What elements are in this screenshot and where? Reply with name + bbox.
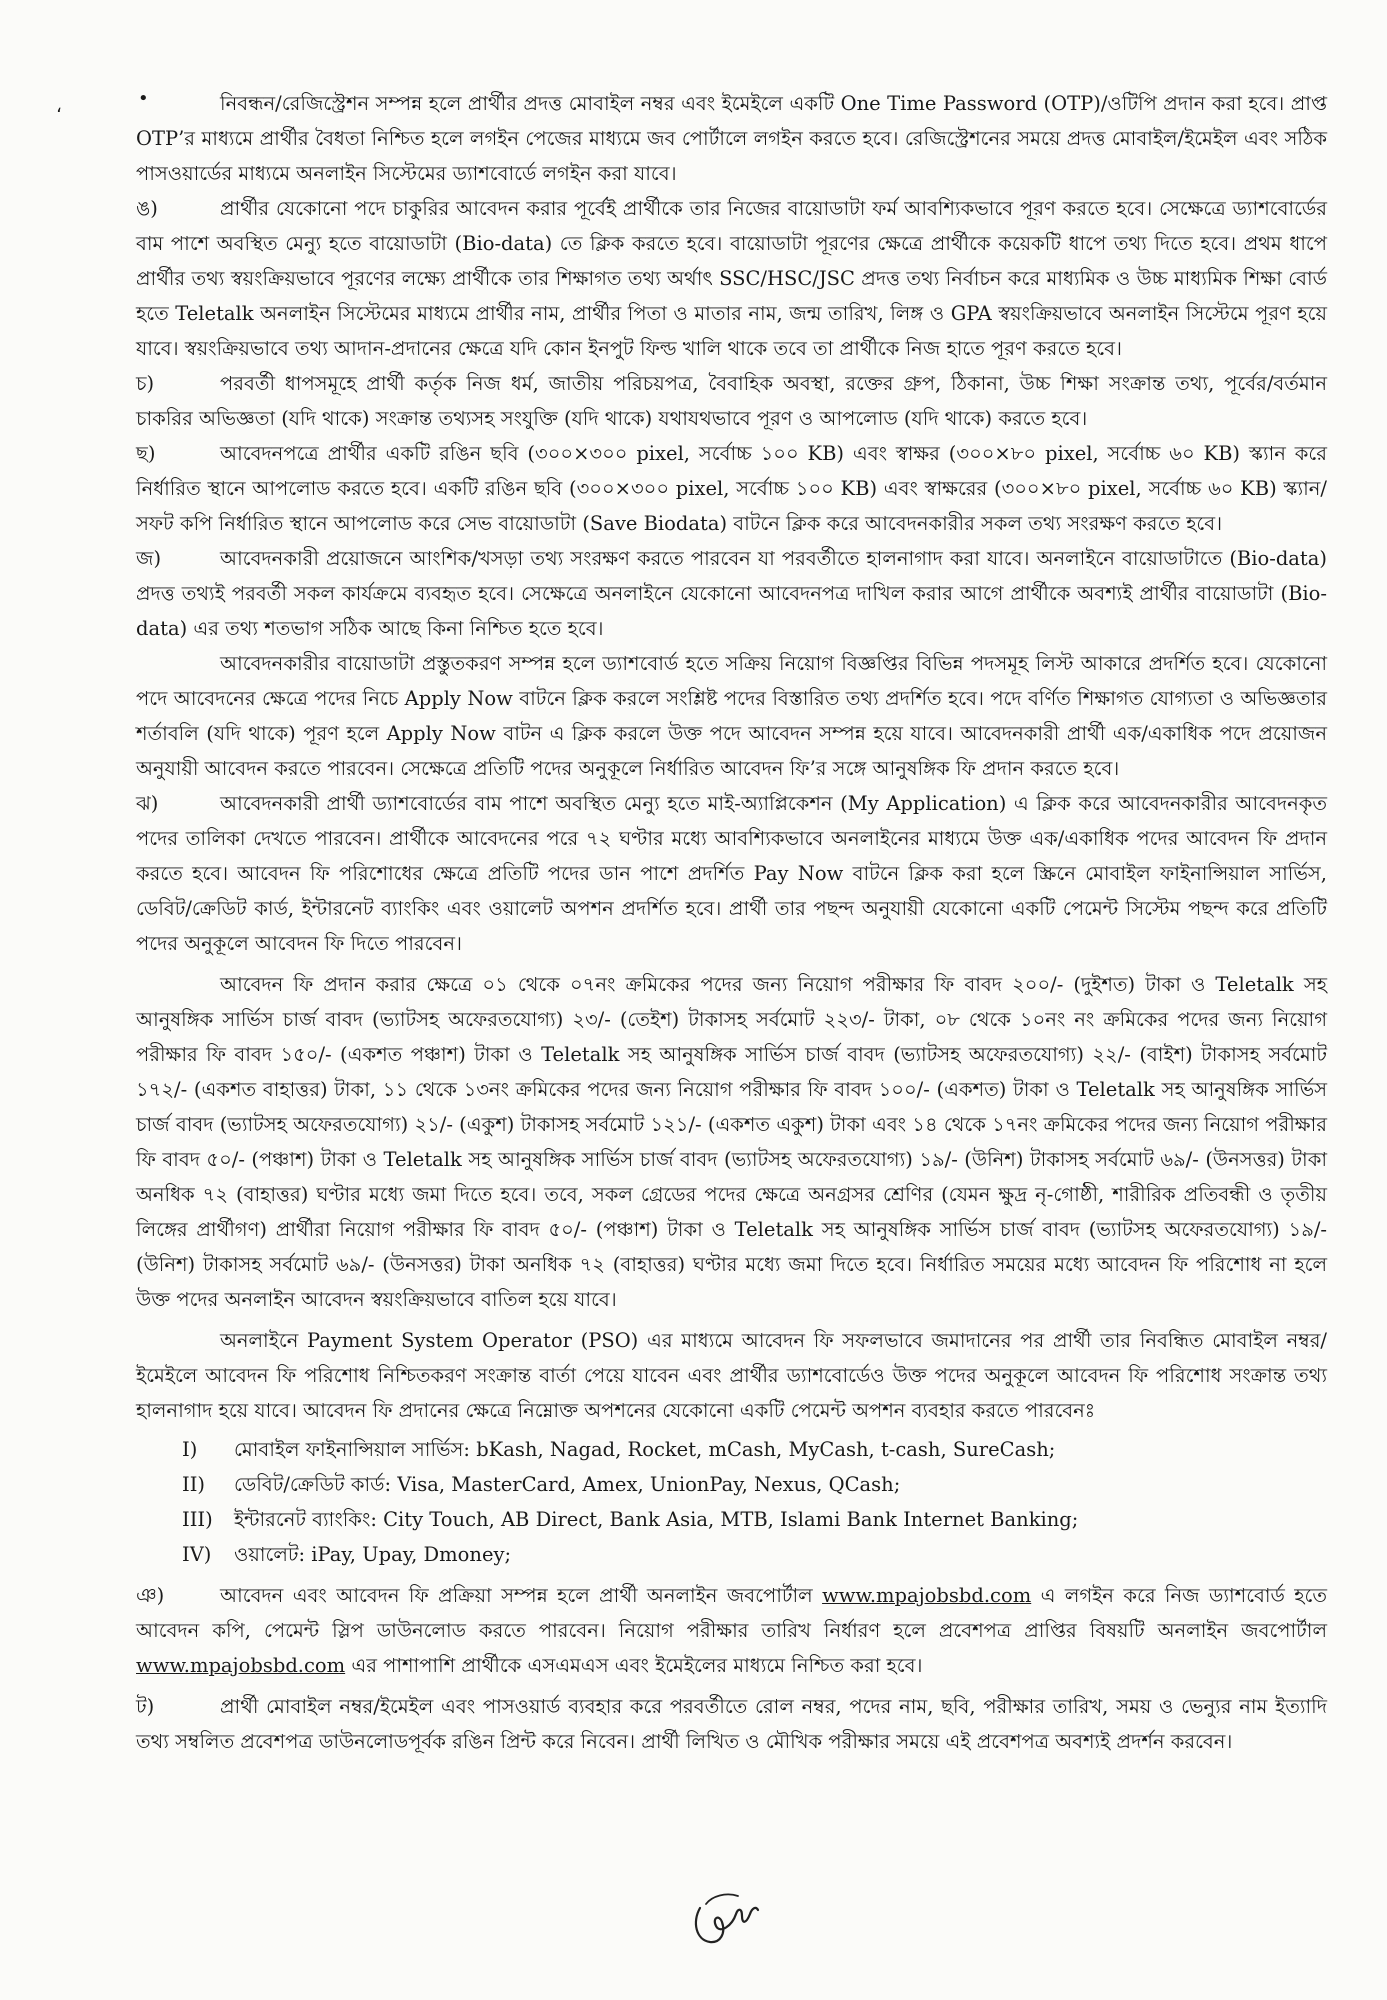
section-next-steps bbox=[136, 366, 1327, 436]
bullet-mark: • bbox=[138, 88, 149, 109]
payment-options-list bbox=[182, 1432, 1327, 1572]
section-pso: অনলাইনে Payment System Operator (PSO) এর মাধ্যমে আবেদন ফি সফলভাবে জমাদানের পর প্রার্থী তার নিবন্ধিত মোবাইল নম্বর/ইমেইলে আবেদন ফি পরিশোধ নিশ্চিতকরণ সংক্রান্ত বার্তা পেয়ে যাবেন এবং প্রার্থীর ড্যাশবোর্ডেও উক্ত পদের অনুকূলে আবেদন ফি পরিশোধ সংক্রান্ত তথ্য হালনাগাদ হয়ে যাবে। আবেদন ফি প্রদানের ক্ষেত্রে নিম্নোক্ত অপশনের যেকোনো একটি পেমেন্ট অপশন ব্যবহার করতে পারবেনঃ bbox=[136, 1329, 1327, 1422]
section-photo-signature bbox=[136, 436, 1327, 541]
section-text: এ লগইন করে নিজ ড্যাশবোর্ড হতে আবেদন কপি, পেমেন্ট স্লিপ ডাউনলোড করতে পারবেন। নিয়োগ পরীক্ষার তারিখ নির্ধারণ হলে প্রবেশপত্র প্রাপ্তির বিষয়টি অনলাইন জবপোর্টাল bbox=[136, 1584, 1328, 1642]
list-item-number: II) bbox=[182, 1473, 206, 1496]
section-my-application bbox=[136, 786, 1327, 961]
section-label: ঝ) bbox=[136, 792, 159, 815]
section-label: ঙ) bbox=[136, 197, 158, 220]
jobportal-link[interactable]: www.mpajobsbd.com bbox=[822, 1584, 1032, 1607]
section-text: প্রার্থীর যেকোনো পদে চাকুরির আবেদন করার পূর্বেই প্রার্থীকে তার নিজের বায়োডাটা ফর্ম আবশ্যিকভাবে পূরণ করতে হবে। সেক্ষেত্রে ড্যাশবোর্ডের বাম পাশে অবস্থিত মেন্যু হতে বায়োডাটা (Bio-data) তে ক্লিক করতে হবে। বায়োডাটা পূরণের ক্ষেত্রে প্রার্থীকে কয়েকটি ধাপে তথ্য দিতে হবে। প্রথম ধাপে প্রার্থীর তথ্য স্বয়ংক্রিয়ভাবে পূরণের লক্ষ্যে প্রার্থীকে তার শিক্ষাগত তথ্য অর্থাৎ SSC/HSC/JSC প্রদত্ত তথ্য নির্বাচন করে মাধ্যমিক ও উচ্চ মাধ্যমিক শিক্ষা বোর্ড হতে Teletalk অনলাইন সিস্টেমের মাধ্যমে প্রার্থীর নাম, প্রার্থীর পিতা ও মাতার নাম, জন্ম তারিখ, লিঙ্গ ও GPA স্বয়ংক্রিয়ভাবে অনলাইন সিস্টেমে পূরণ হয়ে যাবে। স্বয়ংক্রিয়ভাবে তথ্য আদান-প্রদানের ক্ষেত্রে যদি কোন ইনপুট ফিল্ড খালি থাকে তবে তা প্রার্থীকে নিজ হাতে পূরণ করতে হবে। bbox=[136, 197, 1327, 360]
section-text: আবেদনপত্রে প্রার্থীর একটি রঙিন ছবি (৩০০×৩০০ pixel, সর্বোচ্চ ১০০ KB) এবং স্বাক্ষর (৩০০×৮০ pixel, সর্বোচ্চ ৬০ KB) স্ক্যান করে নির্ধারিত স্থানে আপলোড করতে হবে। একটি রঙিন ছবি (৩০০×৩০০ pixel, সর্বোচ্চ ১০০ KB) এবং স্বাক্ষরের (৩০০×৮০ pixel, সর্বোচ্চ ৬০ KB) স্ক্যান/সফট কপি নির্ধারিত স্থানে আপলোড করে সেভ বায়োডাটা (Save Biodata) বাটনে ক্লিক করে আবেদনকারীর সকল তথ্য সংরক্ষণ করতে হবে। bbox=[136, 442, 1327, 535]
list-item-number: I) bbox=[182, 1438, 198, 1461]
section-text: আবেদনকারী প্রার্থী ড্যাশবোর্ডের বাম পাশে অবস্থিত মেন্যু হতে মাই-অ্যাপ্লিকেশন (My Application) এ ক্লিক করে আবেদনকারীর আবেদনকৃত পদের তালিকা দেখতে পারবেন। প্রার্থীকে আবেদনের পরে ৭২ ঘণ্টার মধ্যে আবশ্যিকভাবে অনলাইনের মাধ্যমে উক্ত এক/একাধিক পদের আবেদন ফি প্রদান করতে হবে। আবেদন ফি পরিশোধের ক্ষেত্রে প্রতিটি পদের ডান পাশে প্রদর্শিত Pay Now বাটনে ক্লিক করা হলে স্ক্রিনে মোবাইল ফাইনান্সিয়াল সার্ভিস, ডেবিট/ক্রেডিট কার্ড, ইন্টারনেট ব্যাংকিং এবং ওয়ালেট অপশন প্রদর্শিত হবে। প্রার্থী তার পছন্দ অনুযায়ী যেকোনো একটি পেমেন্ট সিস্টেম পছন্দ করে প্রতিটি পদের অনুকূলে আবেদন ফি দিতে পারবেন। bbox=[136, 792, 1327, 955]
section-label: ঞ) bbox=[136, 1584, 165, 1607]
section-label: ছ) bbox=[136, 442, 156, 465]
section-text: পরবর্তী ধাপসমূহে প্রার্থী কর্তৃক নিজ ধর্ম, জাতীয় পরিচয়পত্র, বৈবাহিক অবস্থা, রক্তের গ্রুপ, ঠিকানা, উচ্চ শিক্ষা সংক্রান্ত তথ্য, পূর্বের/বর্তমান চাকরির অভিজ্ঞতা (যদি থাকে) সংক্রান্ত তথ্যসহ সংযুক্তি (যদি থাকে) যথাযথভাবে পূরণ ও আপলোড (যদি থাকে) করতে হবে। bbox=[136, 372, 1327, 430]
list-item bbox=[182, 1537, 1327, 1572]
list-item-number: IV) bbox=[182, 1543, 212, 1566]
section-text: এর পাশাপাশি প্রার্থীকে এসএমএস এবং ইমেইলের মাধ্যমে নিশ্চিত করা হবে। bbox=[345, 1654, 923, 1677]
section-label: চ) bbox=[136, 372, 155, 395]
signature-mark bbox=[686, 1878, 762, 1948]
stray-mark: ، bbox=[56, 96, 62, 117]
section-label: জ) bbox=[136, 547, 162, 570]
list-item-text: ইন্টারনেট ব্যাংকিং: City Touch, AB Direct, Bank Asia, MTB, Islami Bank Internet Banking; bbox=[234, 1508, 1079, 1531]
otp-paragraph: নিবন্ধন/রেজিস্ট্রেশন সম্পন্ন হলে প্রার্থীর প্রদত্ত মোবাইল নম্বর এবং ইমেইলে একটি One Time Password (OTP)/ওটিপি প্রদান করা হবে। প্রাপ্ত OTP’র মাধ্যমে প্রার্থীর বৈধতা নিশ্চিত হলে লগইন পেজের মাধ্যমে জব পোর্টালে লগইন করতে হবে। রেজিস্ট্রেশনের সময়ে প্রদত্ত মোবাইল/ইমেইল এবং সঠিক পাসওয়ার্ডের মাধ্যমে অনলাইন সিস্টেমের ড্যাশবোর্ডে লগইন করা যাবে। bbox=[136, 92, 1327, 185]
section-admit-card bbox=[136, 1689, 1327, 1759]
list-item-text: ডেবিট/ক্রেডিট কার্ড: Visa, MasterCard, Amex, UnionPay, Nexus, QCash; bbox=[234, 1473, 901, 1496]
section-fee-details: আবেদন ফি প্রদান করার ক্ষেত্রে ০১ থেকে ০৭নং ক্রমিকের পদের জন্য নিয়োগ পরীক্ষার ফি বাবদ ২০০/- (দুইশত) টাকা ও Teletalk সহ আনুষঙ্গিক সার্ভিস চার্জ বাবদ (ভ্যাটসহ অফেরতযোগ্য) ২৩/- (তেইশ) টাকাসহ সর্বমোট ২২৩/- টাকা, ০৮ থেকে ১০নং নং ক্রমিকের পদের জন্য নিয়োগ পরীক্ষার ফি বাবদ ১৫০/- (একশত পঞ্চাশ) টাকা ও Teletalk সহ আনুষঙ্গিক সার্ভিস চার্জ বাবদ (ভ্যাটসহ অফেরতযোগ্য) ২২/- (বাইশ) টাকাসহ সর্বমোট ১৭২/- (একশত বাহাত্তর) টাকা, ১১ থেকে ১৩নং ক্রমিকের পদের জন্য নিয়োগ পরীক্ষার ফি বাবদ ১০০/- (একশত) টাকা ও Teletalk সহ আনুষঙ্গিক সার্ভিস চার্জ বাবদ (ভ্যাটসহ অফেরতযোগ্য) ২১/- (একুশ) টাকাসহ সর্বমোট ১২১/- (একশত একুশ) টাকা এবং ১৪ থেকে ১৭নং ক্রমিকের পদের জন্য নিয়োগ পরীক্ষার ফি বাবদ ৫০/- (পঞ্চাশ) টাকা ও Teletalk সহ আনুষঙ্গিক সার্ভিস চার্জ বাবদ (ভ্যাটসহ অফেরতযোগ্য) ১৯/- (উনিশ) টাকাসহ সর্বমোট ৬৯/- (উনসত্তর) টাকা অনধিক ৭২ (বাহাত্তর) ঘণ্টার মধ্যে জমা দিতে হবে। তবে, সকল গ্রেডের পদের ক্ষেত্রে অনগ্রসর শ্রেণির (যেমন ক্ষুদ্র নৃ-গোষ্ঠী, শারীরিক প্রতিবন্ধী ও তৃতীয় লিঙ্গের প্রার্থীগণ) প্রার্থীরা নিয়োগ পরীক্ষার ফি বাবদ ৫০/- (পঞ্চাশ) টাকা ও Teletalk সহ আনুষঙ্গিক সার্ভিস চার্জ বাবদ (ভ্যাটসহ অফেরতযোগ্য) ১৯/- (উনিশ) টাকাসহ সর্বমোট ৬৯/- (উনসত্তর) টাকা অনধিক ৭২ (বাহাত্তর) ঘণ্টার মধ্যে জমা দিতে হবে। নির্ধারিত সময়ের মধ্যে আবেদন ফি পরিশোধ না হলে উক্ত পদের অনলাইন আবেদন স্বয়ংক্রিয়ভাবে বাতিল হয়ে যাবে। bbox=[136, 973, 1327, 1311]
section-apply-now: আবেদনকারীর বায়োডাটা প্রস্তুতকরণ সম্পন্ন হলে ড্যাশবোর্ড হতে সক্রিয় নিয়োগ বিজ্ঞপ্তির বিভিন্ন পদসমূহ লিস্ট আকারে প্রদর্শিত হবে। যেকোনো পদে আবেদনের ক্ষেত্রে পদের নিচে Apply Now বাটনে ক্লিক করলে সংশ্লিষ্ট পদের বিস্তারিত তথ্য প্রদর্শিত হবে। পদে বর্ণিত শিক্ষাগত যোগ্যতা ও অভিজ্ঞতার শর্তাবলি (যদি থাকে) পূরণ হলে Apply Now বাটন এ ক্লিক করলে উক্ত পদে আবেদন সম্পন্ন হয়ে যাবে। আবেদনকারী প্রার্থী এক/একাধিক পদে প্রয়োজন অনুযায়ী আবেদন করতে পারবেন। সেক্ষেত্রে প্রতিটি পদের অনুকূলে নির্ধারিত আবেদন ফি’র সঙ্গে আনুষঙ্গিক ফি প্রদান করতে হবে। bbox=[136, 652, 1327, 780]
section-text: আবেদন এবং আবেদন ফি প্রক্রিয়া সম্পন্ন হলে প্রার্থী অনলাইন জবপোর্টাল bbox=[220, 1584, 823, 1607]
list-item bbox=[182, 1502, 1327, 1537]
section-draft-save bbox=[136, 541, 1327, 646]
list-item-text: মোবাইল ফাইনান্সিয়াল সার্ভিস: bKash, Nagad, Rocket, mCash, MyCash, t-cash, SureCash; bbox=[234, 1438, 1056, 1461]
list-item bbox=[182, 1467, 1327, 1502]
section-text: প্রার্থী মোবাইল নম্বর/ইমেইল এবং পাসওয়ার্ড ব্যবহার করে পরবর্তীতে রোল নম্বর, পদের নাম, ছবি, পরীক্ষার তারিখ, সময় ও ভেন্যুর নাম ইত্যাদি তথ্য সম্বলিত প্রবেশপত্র ডাউনলোডপূর্বক রঙিন প্রিন্ট করে নিবেন। প্রার্থী লিখিত ও মৌখিক পরীক্ষার সময়ে এই প্রবেশপত্র অবশ্যই প্রদর্শন করবেন। bbox=[136, 1695, 1327, 1753]
section-admit-download bbox=[136, 1578, 1327, 1683]
list-item bbox=[182, 1432, 1327, 1467]
section-text: আবেদনকারী প্রয়োজনে আংশিক/খসড়া তথ্য সংরক্ষণ করতে পারবেন যা পরবর্তীতে হালনাগাদ করা যাবে। অনলাইনে বায়োডাটাতে (Bio-data) প্রদত্ত তথ্যই পরবর্তী সকল কার্যক্রমে ব্যবহৃত হবে। সেক্ষেত্রে অনলাইনে যেকোনো আবেদনপত্র দাখিল করার আগে প্রার্থীকে অবশ্যই প্রার্থীর বায়োডাটা (Bio-data) এর তথ্য শতভাগ সঠিক আছে কিনা নিশ্চিত হতে হবে। bbox=[136, 547, 1327, 640]
section-biodata bbox=[136, 191, 1327, 366]
list-item-text: ওয়ালেট: iPay, Upay, Dmoney; bbox=[234, 1543, 512, 1566]
jobportal-link[interactable]: www.mpajobsbd.com bbox=[136, 1654, 346, 1677]
section-label: ট) bbox=[136, 1695, 155, 1718]
list-item-number: III) bbox=[182, 1508, 213, 1531]
